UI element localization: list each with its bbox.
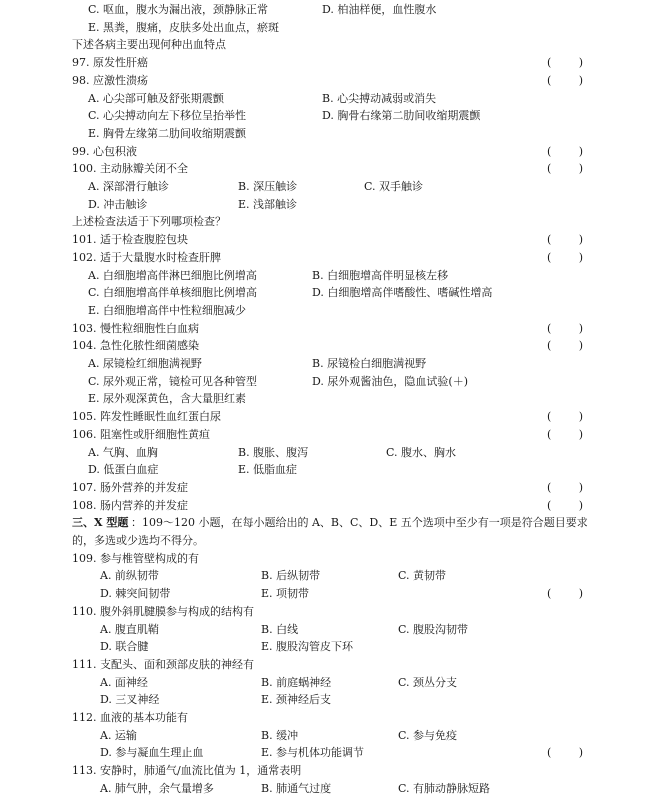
answer-blank xyxy=(547,497,583,515)
close-paren: ) xyxy=(578,73,583,87)
line-text: 106. 阻塞性或肝细胞性黄疸 xyxy=(72,427,210,441)
line-text: D. 柏油样便，血性腹水 xyxy=(322,3,437,16)
text-line xyxy=(0,621,649,639)
text-line xyxy=(0,656,649,674)
answer-blank xyxy=(547,72,583,90)
text-line xyxy=(0,532,649,550)
line-text: 97. 原发性肝癌 xyxy=(72,56,148,70)
close-paren: ) xyxy=(578,144,583,158)
text-line xyxy=(0,302,649,320)
text-line xyxy=(0,178,649,196)
text-line xyxy=(0,674,649,692)
line-text: A. 前纵韧带 xyxy=(100,569,159,583)
close-paren: ) xyxy=(578,746,583,760)
line-text: C. 双手触诊 xyxy=(364,180,424,193)
line-text: C. 呕血，腹水为漏出液，颈静脉正常 xyxy=(88,3,269,16)
question-line xyxy=(0,143,649,161)
text-line xyxy=(0,213,649,231)
answer-blank xyxy=(547,337,583,355)
text-line xyxy=(0,603,649,621)
line-text: 110. 腹外斜肌腱膜参与构成的结构有 xyxy=(72,604,254,618)
line-text: 107. 肠外营养的并发症 xyxy=(72,480,188,494)
line-text: A. 肺气肿，余气量增多 xyxy=(100,781,214,795)
line-text: 105. 阵发性睡眠性血红蛋白尿 xyxy=(72,410,221,424)
line-text: 104. 急性化脓性细菌感染 xyxy=(72,339,199,353)
close-paren: ) xyxy=(578,410,583,424)
line-text: E. 胸骨左缘第二肋间收缩期震颤 xyxy=(88,126,247,140)
answer-blank xyxy=(547,54,583,72)
line-text: B. 腹胀、腹泻 xyxy=(238,445,309,459)
close-paren: ) xyxy=(578,162,583,176)
text-line xyxy=(0,780,649,798)
open-paren: ( xyxy=(547,144,552,158)
question-line xyxy=(0,744,649,762)
question-line xyxy=(0,231,649,249)
line-text: E. 尿外观深黄色，含大量胆红素 xyxy=(88,392,247,406)
text-line xyxy=(0,709,649,727)
close-paren: ) xyxy=(578,56,583,70)
line-text: 101. 适于检查腹腔包块 xyxy=(72,233,188,247)
open-paren: ( xyxy=(547,321,552,335)
line-text: B. 白线 xyxy=(261,622,299,636)
question-line xyxy=(0,585,649,603)
open-paren: ( xyxy=(547,498,552,512)
question-line xyxy=(0,54,649,72)
open-paren: ( xyxy=(547,162,552,176)
line-text: 的，多选或少选均不得分。 xyxy=(72,534,204,547)
line-text: A. 尿镜检红细胞满视野 xyxy=(88,357,202,370)
line-text: 三、X 型题 xyxy=(72,516,129,530)
answer-blank xyxy=(547,408,583,426)
line-text: 100. 主动脉瓣关闭不全 xyxy=(72,162,188,176)
text-line xyxy=(0,550,649,568)
line-text: 111. 支配头、面和颈部皮肤的神经有 xyxy=(72,657,254,671)
line-text: D. 尿外观酱油色，隐血试验(＋) xyxy=(312,374,469,388)
line-text: A. 气胸、血胸 xyxy=(88,445,158,459)
line-text: E. 浅部触诊 xyxy=(238,197,298,211)
line-text: A. 白细胞增高伴淋巴细胞比例增高 xyxy=(88,268,257,282)
answer-blank xyxy=(547,231,583,249)
line-text: B. 前庭蜗神经 xyxy=(261,675,332,689)
line-text: B. 后纵韧带 xyxy=(261,569,321,583)
text-line xyxy=(0,196,649,214)
text-line xyxy=(0,107,649,125)
question-line xyxy=(0,479,649,497)
line-text: C. 有肺动静脉短路 xyxy=(398,781,491,795)
open-paren: ( xyxy=(547,746,552,760)
question-line xyxy=(0,497,649,515)
line-text: D. 胸骨右缘第二肋间收缩期震颤 xyxy=(322,109,481,123)
question-line xyxy=(0,249,649,267)
line-text: B. 白细胞增高伴明显核左移 xyxy=(312,268,449,282)
line-text: C. 腹水、胸水 xyxy=(386,445,457,459)
text-line xyxy=(0,36,649,54)
text-line xyxy=(0,567,649,585)
line-text: D. 白细胞增高伴嗜酸性、嗜碱性增高 xyxy=(312,286,493,300)
open-paren: ( xyxy=(547,427,552,441)
line-text: 108. 肠内营养的并发症 xyxy=(72,498,188,512)
question-line xyxy=(0,408,649,426)
line-text: B. 缓冲 xyxy=(261,728,299,742)
question-line xyxy=(0,160,649,178)
line-text: 99. 心包积液 xyxy=(72,144,137,158)
line-text: E. 参与机体功能调节 xyxy=(261,746,365,760)
line-text: D. 三叉神经 xyxy=(100,693,160,707)
line-text: C. 腹股沟韧带 xyxy=(398,622,469,636)
answer-blank xyxy=(547,249,583,267)
text-line xyxy=(0,1,649,19)
open-paren: ( xyxy=(547,339,552,353)
line-text: C. 颈丛分支 xyxy=(398,675,458,689)
answer-blank xyxy=(547,143,583,161)
answer-blank xyxy=(547,160,583,178)
line-text: 112. 血液的基本功能有 xyxy=(72,711,188,724)
line-text: C. 心尖搏动向左下移位呈抬举性 xyxy=(88,109,247,123)
answer-blank xyxy=(547,479,583,497)
line-text: E. 白细胞增高伴中性粒细胞减少 xyxy=(88,303,247,317)
line-text: D. 联合腱 xyxy=(100,640,149,654)
line-text: D. 低蛋白血症 xyxy=(88,463,159,477)
line-text: B. 深压触诊 xyxy=(238,180,298,193)
open-paren: ( xyxy=(547,410,552,424)
open-paren: ( xyxy=(547,250,552,264)
open-paren: ( xyxy=(547,233,552,247)
close-paren: ) xyxy=(578,587,583,601)
open-paren: ( xyxy=(547,56,552,70)
text-line xyxy=(0,727,649,745)
line-text: A. 面神经 xyxy=(100,675,148,689)
text-line xyxy=(0,373,649,391)
line-text: ：109～120 小题，在每小题给出的 A、B、C、D、E 五个选项中至少有一项是符合题目要求 xyxy=(131,516,588,530)
text-line xyxy=(0,691,649,709)
answer-blank xyxy=(547,744,583,762)
line-text: 113. 安静时，肺通气/血流比值为 1，通常表明 xyxy=(72,764,302,778)
line-text: B. 心尖搏动减弱或消失 xyxy=(322,91,437,105)
open-paren: ( xyxy=(547,73,552,87)
open-paren: ( xyxy=(547,587,552,601)
line-text: 103. 慢性粒细胞性白血病 xyxy=(72,321,199,335)
line-text: C. 参与免疫 xyxy=(398,728,458,742)
line-text: C. 尿外观正常，镜检可见各种管型 xyxy=(88,374,258,388)
line-text: 下述各病主要出现何种出血特点 xyxy=(72,38,226,52)
question-line xyxy=(0,337,649,355)
line-text: A. 运输 xyxy=(100,728,137,742)
text-line xyxy=(0,514,649,532)
line-text: D. 棘突间韧带 xyxy=(100,587,171,601)
answer-blank xyxy=(547,585,583,603)
text-line xyxy=(0,355,649,373)
line-text: D. 参与凝血生理止血 xyxy=(100,746,204,760)
line-text: E. 黑粪，腹痛，皮肤多处出血点，瘀斑 xyxy=(88,20,280,34)
text-line xyxy=(0,444,649,462)
close-paren: ) xyxy=(578,233,583,247)
open-paren: ( xyxy=(547,480,552,494)
line-text: 109. 参与椎管壁构成的有 xyxy=(72,551,199,565)
line-text: C. 白细胞增高伴单核细胞比例增高 xyxy=(88,286,258,300)
text-line xyxy=(0,19,649,37)
line-text: 上述检查法适于下列哪项检查？ xyxy=(72,215,226,229)
text-line xyxy=(0,638,649,656)
line-text: E. 项韧带 xyxy=(261,587,310,601)
line-text: B. 尿镜检白细胞满视野 xyxy=(312,357,427,370)
close-paren: ) xyxy=(578,427,583,441)
close-paren: ) xyxy=(578,339,583,353)
line-text: 98. 应激性溃疡 xyxy=(72,73,148,87)
answer-blank xyxy=(547,426,583,444)
line-text: A. 深部滑行触诊 xyxy=(88,180,169,193)
close-paren: ) xyxy=(578,250,583,264)
text-line xyxy=(0,284,649,302)
question-line xyxy=(0,72,649,90)
line-text: 102. 适于大量腹水时检查肝脾 xyxy=(72,250,221,264)
question-line xyxy=(0,426,649,444)
text-line xyxy=(0,461,649,479)
close-paren: ) xyxy=(578,498,583,512)
close-paren: ) xyxy=(578,321,583,335)
line-text: E. 低脂血症 xyxy=(238,463,298,477)
line-text: C. 黄韧带 xyxy=(398,569,447,583)
text-line xyxy=(0,762,649,780)
text-line xyxy=(0,125,649,143)
answer-blank xyxy=(547,320,583,338)
line-text: E. 腹股沟管皮下环 xyxy=(261,640,354,654)
text-line xyxy=(0,390,649,408)
line-text: A. 腹直肌鞘 xyxy=(100,622,159,636)
text-line xyxy=(0,267,649,285)
close-paren: ) xyxy=(578,480,583,494)
question-line xyxy=(0,320,649,338)
line-text: A. 心尖部可触及舒张期震颤 xyxy=(88,91,224,105)
line-text: E. 颈神经后支 xyxy=(261,693,332,707)
line-text: D. 冲击触诊 xyxy=(88,197,148,211)
line-text: B. 肺通气过度 xyxy=(261,781,332,795)
text-line xyxy=(0,90,649,108)
